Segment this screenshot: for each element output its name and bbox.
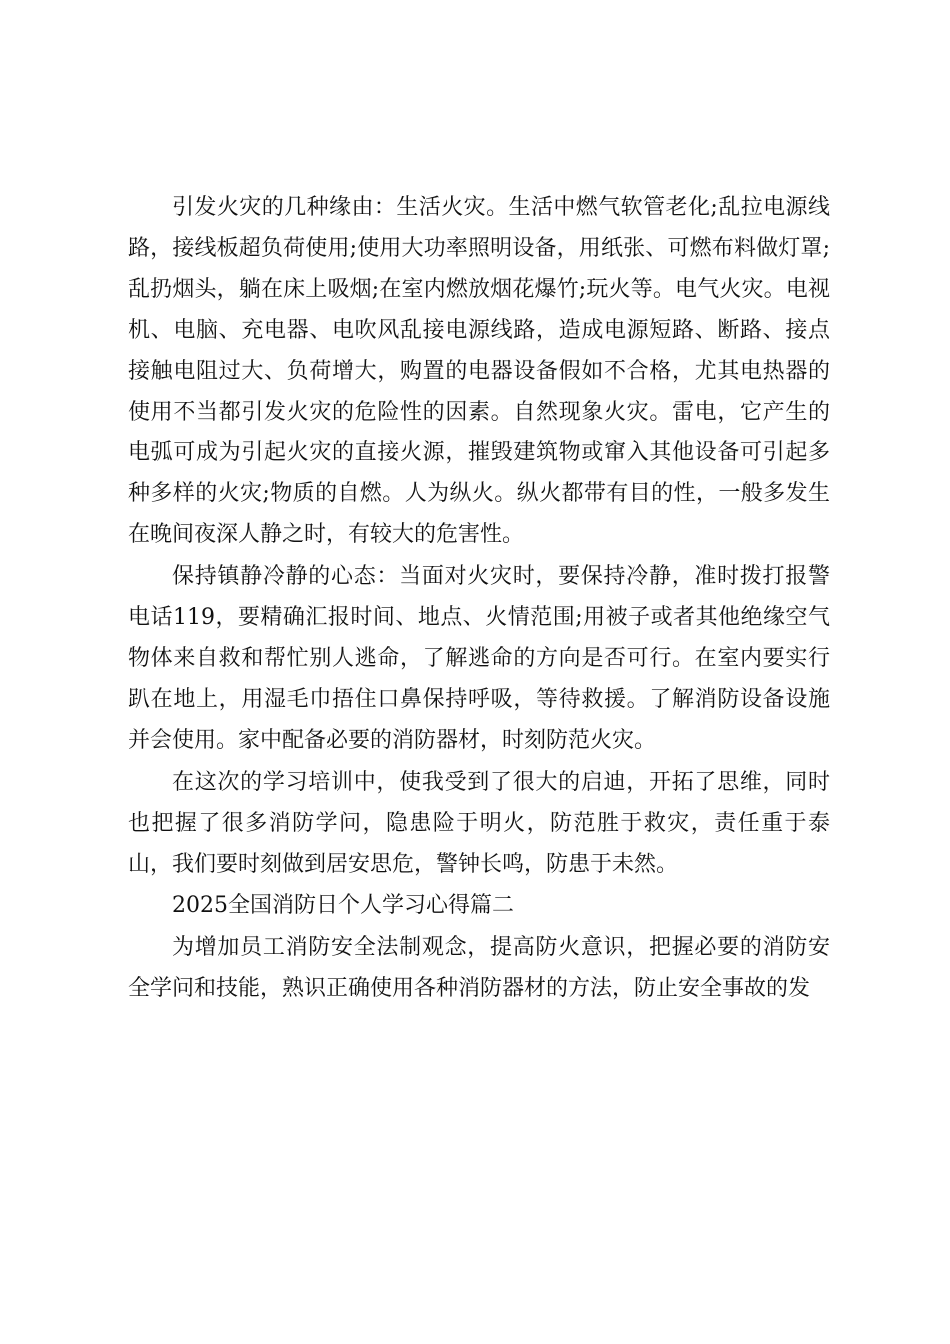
document-body [128,188,830,1011]
section-heading: 2025全国消防日个人学习心得篇二 [172,893,514,919]
paragraph-fire-causes: 引发火灾的几种缘由：生活火灾。生活中燃气软管老化;乱拉电源线路，接线板超负荷使用;使用大功率照明设备，用纸张、可燃布料做灯罩;乱扔烟头，躺在床上吸烟;在室内燃放烟花爆竹;玩火等。电气火灾。电视机、电脑、充电器、电吹风乱接电源线路，造成电源短路、断路、接点接触电阻过大、负荷增大，购置的电器设备假如不合格，尤其电热器的使用不当都引发火灾的危险性的因素。自然现象火灾。雷电，它产生的电弧可成为引起火灾的直接火源，摧毁建筑物或窜入其他设备可引起多种多样的火灾;物质的自燃。人为纵火。纵火都带有目的性，一般多发生在晚间夜深人静之时，有较大的危害性。 [128,195,830,548]
paragraph-stay-calm: 保持镇静冷静的心态：当面对火灾时，要保持冷静，准时拨打报警电话119，要精确汇报时间、地点、火情范围;用被子或者其他绝缘空气物体来自救和帮忙别人逃命，了解逃命的方向是否可行。在室内要实行趴在地上，用湿毛巾捂住口鼻保持呼吸，等待救援。了解消防设备设施并会使用。家中配备必要的消防器材，时刻防范火灾。 [128,564,830,753]
paragraph-training-reflection: 在这次的学习培训中，使我受到了很大的启迪，开拓了思维，同时也把握了很多消防学问，隐患险于明火，防范胜于救灾，责任重于泰山，我们要时刻做到居安思危，警钟长鸣，防患于未然。 [128,769,830,877]
paragraph-section-two-intro: 为增加员工消防安全法制观念，提高防火意识，把握必要的消防安全学问和技能，熟识正确使用各种消防器材的方法，防止安全事故的发 [128,935,830,1002]
